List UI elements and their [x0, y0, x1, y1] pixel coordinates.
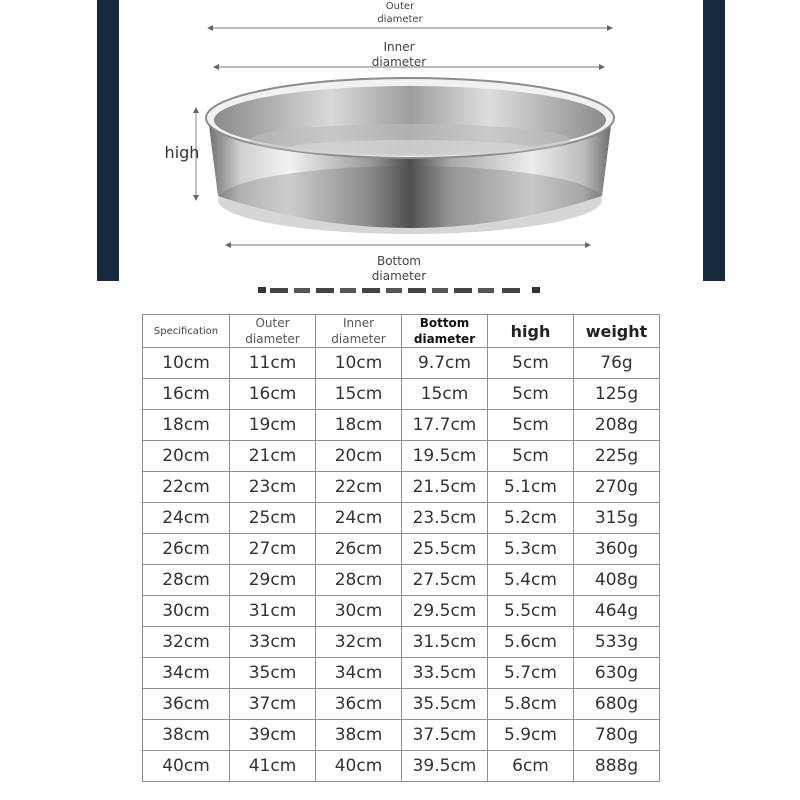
table-row [143, 720, 660, 751]
cell-weight: 315g [574, 503, 660, 534]
cell-bottom-diameter: 33.5cm [402, 658, 488, 689]
outer-diameter-label [350, 1, 450, 26]
cell-outer-diameter: 39cm [230, 720, 316, 751]
cell-high: 5.7cm [488, 658, 574, 689]
cell-outer-diameter: 33cm [230, 627, 316, 658]
cell-specification: 18cm [143, 410, 230, 441]
cell-bottom-diameter: 21.5cm [402, 472, 488, 503]
cell-specification: 10cm [143, 348, 230, 379]
cell-bottom-diameter: 25.5cm [402, 534, 488, 565]
header-text: Inner [342, 316, 375, 330]
cell-bottom-diameter: 29.5cm [402, 596, 488, 627]
table-row [143, 565, 660, 596]
cell-high: 5.1cm [488, 472, 574, 503]
cell-inner-diameter: 28cm [316, 565, 402, 596]
cell-inner-diameter: 40cm [316, 751, 402, 782]
header-text: weight [585, 321, 648, 341]
cell-inner-diameter: 24cm [316, 503, 402, 534]
cell-weight: 360g [574, 534, 660, 565]
cropped-title-strip [240, 282, 560, 294]
header-text: diameter [245, 332, 300, 347]
cell-weight: 680g [574, 689, 660, 720]
cell-specification: 36cm [143, 689, 230, 720]
table-row [143, 534, 660, 565]
header-text: high [510, 321, 551, 341]
cell-bottom-diameter: 39.5cm [402, 751, 488, 782]
cell-weight: 780g [574, 720, 660, 751]
table-row [143, 689, 660, 720]
cell-inner-diameter: 15cm [316, 379, 402, 410]
cell-outer-diameter: 21cm [230, 441, 316, 472]
cell-high: 5cm [488, 348, 574, 379]
cell-outer-diameter: 35cm [230, 658, 316, 689]
cell-inner-diameter: 30cm [316, 596, 402, 627]
cell-bottom-diameter: 19.5cm [402, 441, 488, 472]
cell-weight: 533g [574, 627, 660, 658]
cell-bottom-diameter: 35.5cm [402, 689, 488, 720]
cell-outer-diameter: 11cm [230, 348, 316, 379]
cell-weight: 125g [574, 379, 660, 410]
cell-inner-diameter: 36cm [316, 689, 402, 720]
inner-diameter-label [349, 40, 449, 70]
header-bottom-diameter [402, 315, 488, 348]
cell-high: 5.4cm [488, 565, 574, 596]
cell-high: 5cm [488, 379, 574, 410]
bottom-diameter-label-line2: diameter [371, 269, 427, 283]
cell-high: 5.2cm [488, 503, 574, 534]
cell-high: 5cm [488, 441, 574, 472]
cell-inner-diameter: 20cm [316, 441, 402, 472]
cell-bottom-diameter: 17.7cm [402, 410, 488, 441]
bottom-diameter-label [349, 254, 449, 284]
cell-outer-diameter: 16cm [230, 379, 316, 410]
cell-inner-diameter: 18cm [316, 410, 402, 441]
cell-outer-diameter: 31cm [230, 596, 316, 627]
cell-high: 5.9cm [488, 720, 574, 751]
cell-weight: 888g [574, 751, 660, 782]
header-outer-diameter [230, 315, 316, 348]
cell-weight: 208g [574, 410, 660, 441]
cell-weight: 225g [574, 441, 660, 472]
cell-outer-diameter: 29cm [230, 565, 316, 596]
cell-specification: 20cm [143, 441, 230, 472]
cell-specification: 28cm [143, 565, 230, 596]
table-header-row [143, 315, 660, 348]
cell-weight: 464g [574, 596, 660, 627]
cell-weight: 270g [574, 472, 660, 503]
header-text: Outer [255, 316, 290, 330]
cell-specification: 26cm [143, 534, 230, 565]
cell-specification: 32cm [143, 627, 230, 658]
cell-outer-diameter: 25cm [230, 503, 316, 534]
cell-high: 5.6cm [488, 627, 574, 658]
cell-weight: 76g [574, 348, 660, 379]
header-text: Bottom [419, 316, 470, 330]
cell-high: 6cm [488, 751, 574, 782]
table-row [143, 503, 660, 534]
cell-specification: 16cm [143, 379, 230, 410]
table-row [143, 348, 660, 379]
cell-outer-diameter: 27cm [230, 534, 316, 565]
cell-weight: 630g [574, 658, 660, 689]
outer-diameter-label-line2: diameter [377, 13, 423, 25]
cell-inner-diameter: 26cm [316, 534, 402, 565]
cell-outer-diameter: 41cm [230, 751, 316, 782]
table-row [143, 441, 660, 472]
outer-diameter-label-line1: Outer [385, 1, 415, 12]
bottom-diameter-label-line1: Bottom [376, 254, 421, 268]
cell-specification: 30cm [143, 596, 230, 627]
table-row [143, 596, 660, 627]
inner-diameter-label-line1: Inner [383, 40, 415, 54]
cell-specification: 34cm [143, 658, 230, 689]
inner-diameter-label-line2: diameter [371, 55, 427, 69]
cell-high: 5.8cm [488, 689, 574, 720]
cell-inner-diameter: 22cm [316, 472, 402, 503]
cell-bottom-diameter: 15cm [402, 379, 488, 410]
header-text: diameter [413, 332, 476, 347]
header-high [488, 315, 574, 348]
cell-weight: 408g [574, 565, 660, 596]
cell-specification: 38cm [143, 720, 230, 751]
cell-bottom-diameter: 23.5cm [402, 503, 488, 534]
cell-high: 5.3cm [488, 534, 574, 565]
cell-specification: 24cm [143, 503, 230, 534]
cell-specification: 22cm [143, 472, 230, 503]
cell-high: 5cm [488, 410, 574, 441]
cell-outer-diameter: 19cm [230, 410, 316, 441]
table-row [143, 379, 660, 410]
cell-specification: 40cm [143, 751, 230, 782]
cell-outer-diameter: 23cm [230, 472, 316, 503]
cell-outer-diameter: 37cm [230, 689, 316, 720]
spec-table [142, 314, 660, 782]
cell-inner-diameter: 38cm [316, 720, 402, 751]
cell-inner-diameter: 10cm [316, 348, 402, 379]
cell-inner-diameter: 32cm [316, 627, 402, 658]
table-row [143, 627, 660, 658]
cell-high: 5.5cm [488, 596, 574, 627]
cell-bottom-diameter: 31.5cm [402, 627, 488, 658]
height-label: high [164, 143, 200, 162]
table-row [143, 410, 660, 441]
header-text: diameter [331, 332, 386, 347]
header-text: Specification [153, 325, 219, 337]
cell-bottom-diameter: 27.5cm [402, 565, 488, 596]
header-specification [143, 315, 230, 348]
header-inner-diameter [316, 315, 402, 348]
cell-inner-diameter: 34cm [316, 658, 402, 689]
table-row [143, 658, 660, 689]
table-row [143, 472, 660, 503]
table-row [143, 751, 660, 782]
header-weight [574, 315, 660, 348]
cell-bottom-diameter: 9.7cm [402, 348, 488, 379]
cell-bottom-diameter: 37.5cm [402, 720, 488, 751]
